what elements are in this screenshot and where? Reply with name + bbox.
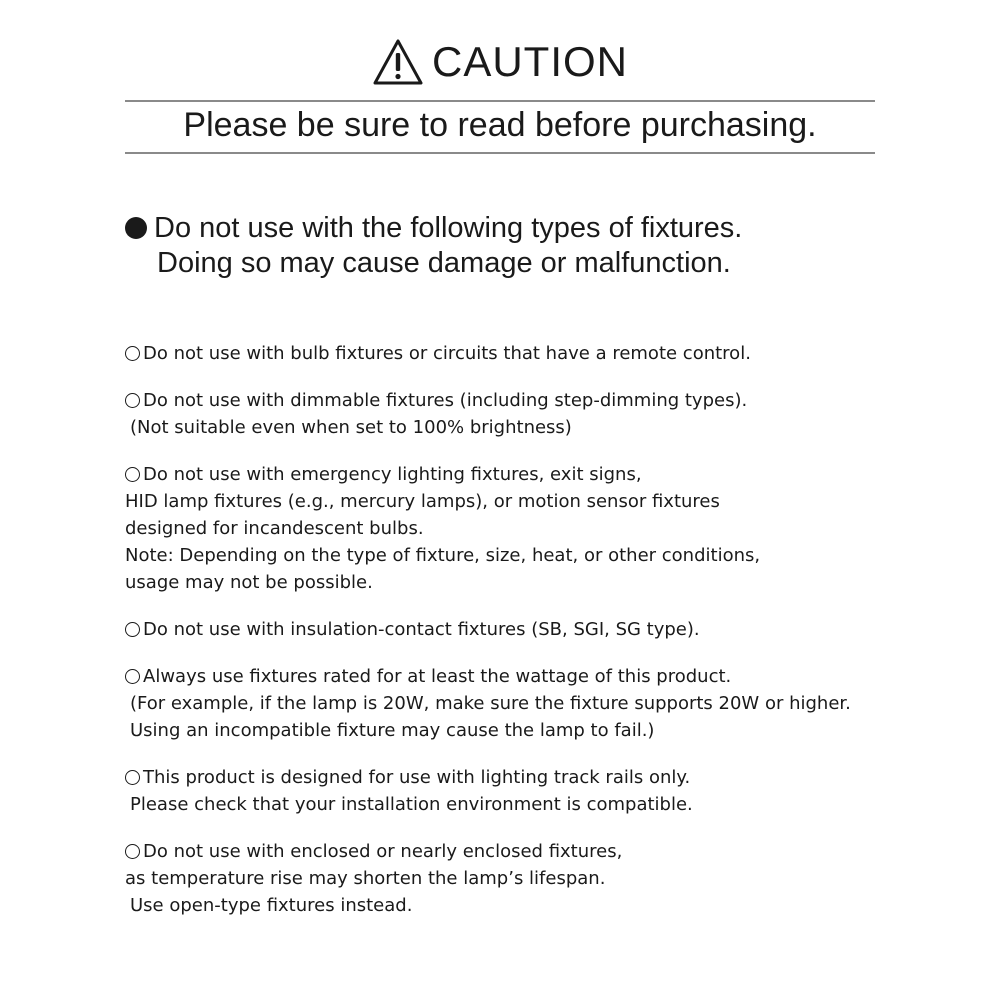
- circle-bullet-icon: [125, 467, 140, 482]
- list-item: [125, 663, 885, 744]
- main-warning: [125, 211, 885, 281]
- list-item: [125, 616, 885, 643]
- list-item: [125, 461, 885, 596]
- list-item-line: [125, 461, 885, 488]
- list-item-text: Do not use with dimmable fixtures (including step-dimming types).: [143, 390, 748, 411]
- list-item-text: Do not use with enclosed or nearly enclosed fixtures,: [143, 841, 623, 862]
- list-item-line: Use open-type fixtures instead.: [130, 895, 413, 916]
- circle-bullet-icon: [125, 393, 140, 408]
- list-item-note: Note: Depending on the type of fixture, size, heat, or other conditions,: [125, 545, 761, 566]
- circle-bullet-icon: [125, 669, 140, 684]
- circle-bullet-icon: [125, 844, 140, 859]
- list-item-line: [125, 387, 885, 414]
- list-item-line: (Not suitable even when set to 100% brightness): [130, 417, 572, 438]
- main-warning-line1: Do not use with the following types of fixtures.: [154, 212, 743, 244]
- list-item: [125, 387, 885, 441]
- warning-triangle-icon: [372, 38, 424, 86]
- list-item-line: [125, 616, 885, 643]
- list-item-line: usage may not be possible.: [125, 572, 373, 593]
- list-item-line: [125, 340, 885, 367]
- caution-list: [125, 340, 885, 939]
- list-item-line: Please check that your installation environment is compatible.: [130, 794, 693, 815]
- list-item-line: designed for incandescent bulbs.: [125, 518, 424, 539]
- list-item-line: [125, 838, 885, 865]
- list-item-line: as temperature rise may shorten the lamp’s lifespan.: [125, 868, 606, 889]
- bottom-divider: [125, 152, 875, 154]
- list-item-line: HID lamp fixtures (e.g., mercury lamps), or motion sensor fixtures: [125, 491, 720, 512]
- list-item-line: [125, 663, 885, 690]
- page-subtitle: Please be sure to read before purchasing.: [183, 106, 817, 144]
- circle-bullet-icon: [125, 622, 140, 637]
- main-warning-line2: Doing so may cause damage or malfunction.: [157, 247, 731, 279]
- caution-header: [0, 34, 1000, 90]
- list-item-text: Do not use with insulation-contact fixtures (SB, SGI, SG type).: [143, 619, 700, 640]
- list-item-text: Do not use with emergency lighting fixtures, exit signs,: [143, 464, 642, 485]
- list-item-text: This product is designed for use with lighting track rails only.: [143, 767, 691, 788]
- list-item: [125, 764, 885, 818]
- list-item-text: Do not use with bulb fixtures or circuits that have a remote control.: [143, 343, 751, 364]
- list-item: [125, 340, 885, 367]
- circle-bullet-icon: [125, 346, 140, 361]
- circle-bullet-icon: [125, 770, 140, 785]
- list-item-line: [125, 764, 885, 791]
- caution-title: CAUTION: [432, 38, 628, 85]
- list-item: [125, 838, 885, 919]
- filled-circle-bullet-icon: [125, 217, 147, 239]
- list-item-line: Using an incompatible fixture may cause the lamp to fail.): [130, 720, 655, 741]
- top-divider: [125, 100, 875, 102]
- list-item-text: Always use fixtures rated for at least the wattage of this product.: [143, 666, 732, 687]
- list-item-line: (For example, if the lamp is 20W, make sure the fixture supports 20W or higher.: [130, 693, 851, 714]
